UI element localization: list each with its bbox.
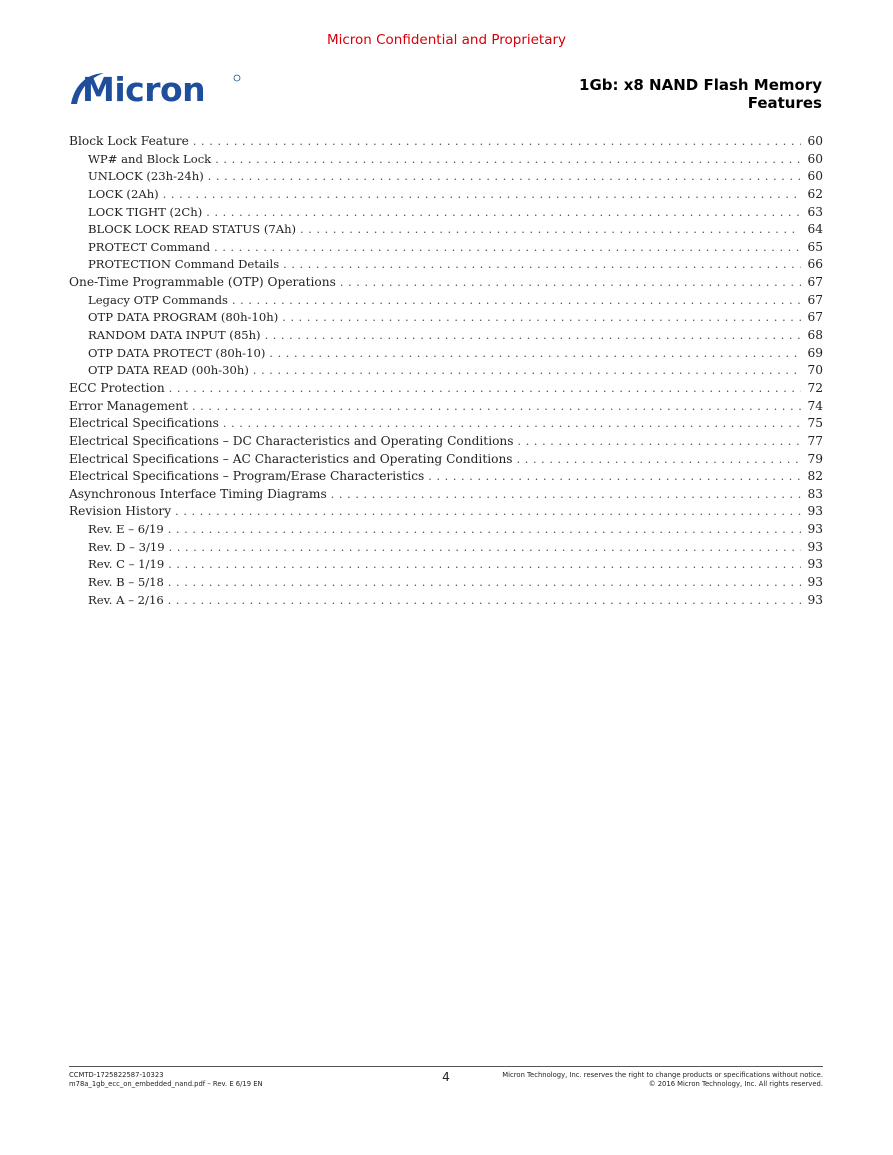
toc-entry[interactable] xyxy=(69,503,823,521)
toc-entry-page[interactable]: 93 xyxy=(807,557,823,572)
toc-entry-title[interactable]: OTP DATA PROTECT (80h-10) xyxy=(88,345,266,360)
toc-entry-page[interactable]: 67 xyxy=(807,275,823,290)
toc-entry[interactable] xyxy=(69,345,823,363)
toc-entry-title[interactable]: Electrical Specifications – DC Characteristics and Operating Conditions xyxy=(69,433,514,448)
toc-dot-leader xyxy=(265,327,802,345)
toc-entry-page[interactable]: 75 xyxy=(807,416,823,431)
toc-entry-page[interactable]: 67 xyxy=(807,292,823,307)
toc-dot-leader xyxy=(208,168,802,186)
toc-entry-page[interactable]: 83 xyxy=(807,486,823,501)
toc-entry[interactable] xyxy=(69,186,823,204)
confidential-banner: Micron Confidential and Proprietary xyxy=(326,32,567,48)
toc-entry-title[interactable]: LOCK (2Ah) xyxy=(88,186,159,201)
toc-entry-page[interactable]: 77 xyxy=(807,433,823,448)
footer-left-line1: CCMTD-1725822587-10323 xyxy=(69,1071,164,1079)
toc-entry[interactable] xyxy=(69,486,823,504)
toc-entry-title[interactable]: Rev. E – 6/19 xyxy=(88,522,164,537)
toc-entry-page[interactable]: 67 xyxy=(807,310,823,325)
toc-entry-page[interactable]: 60 xyxy=(807,151,823,166)
toc-entry[interactable] xyxy=(69,539,823,557)
toc-dot-leader xyxy=(269,345,801,363)
toc-entry[interactable] xyxy=(69,256,823,274)
toc-entry-title[interactable]: OTP DATA PROGRAM (80h-10h) xyxy=(88,310,279,325)
toc-entry[interactable] xyxy=(69,239,823,257)
toc-entry[interactable] xyxy=(69,451,823,469)
toc-dot-leader xyxy=(428,468,801,486)
toc-entry-page[interactable]: 63 xyxy=(807,204,823,219)
toc-entry[interactable] xyxy=(69,221,823,239)
toc-entry-title[interactable]: UNLOCK (23h-24h) xyxy=(88,169,204,184)
toc-entry[interactable] xyxy=(69,133,823,151)
toc-entry[interactable] xyxy=(69,433,823,451)
micron-logo xyxy=(68,68,244,112)
toc-dot-leader xyxy=(223,415,802,433)
toc-entry-page[interactable]: 62 xyxy=(807,186,823,201)
toc-entry-title[interactable]: Block Lock Feature xyxy=(69,134,189,148)
toc-entry-page[interactable]: 79 xyxy=(807,451,823,466)
toc-entry-title[interactable]: Error Management xyxy=(69,398,188,413)
toc-entry[interactable] xyxy=(69,592,823,610)
toc-entry[interactable] xyxy=(69,168,823,186)
toc-entry-title[interactable]: Revision History xyxy=(69,504,172,519)
footer-page-number: 4 xyxy=(442,1070,450,1084)
toc-entry[interactable] xyxy=(69,309,823,327)
toc-dot-leader xyxy=(300,221,801,239)
toc-entry[interactable] xyxy=(69,521,823,539)
footer-legal xyxy=(502,1071,823,1089)
toc-entry-title[interactable]: WP# and Block Lock xyxy=(88,151,212,166)
toc-entry[interactable] xyxy=(69,362,823,380)
footer-left-line2: m78a_1gb_ecc_on_embedded_nand.pdf – Rev. E 6/19 EN xyxy=(69,1080,263,1088)
toc-entry-title[interactable]: Rev. B – 5/18 xyxy=(88,575,164,590)
document-title-line2: Features xyxy=(747,94,822,112)
toc-entry-page[interactable]: 68 xyxy=(807,328,823,343)
toc-dot-leader xyxy=(340,274,802,292)
toc-entry-page[interactable]: 93 xyxy=(807,504,823,519)
toc-dot-leader xyxy=(169,380,802,398)
toc-entry-title[interactable]: OTP DATA READ (00h-30h) xyxy=(88,363,249,378)
toc-entry-page[interactable]: 93 xyxy=(807,592,823,607)
toc-entry-title[interactable]: Rev. C – 1/19 xyxy=(88,557,165,572)
toc-entry-page[interactable]: 66 xyxy=(807,257,823,272)
toc-entry-title[interactable]: Electrical Specifications xyxy=(69,416,219,431)
toc-dot-leader xyxy=(517,451,802,469)
toc-entry-title[interactable]: Rev. A – 2/16 xyxy=(88,592,164,607)
toc-dot-leader xyxy=(253,362,802,380)
toc-entry-page[interactable]: 70 xyxy=(807,363,823,378)
toc-dot-leader xyxy=(168,521,802,539)
document-title-line1: 1Gb: x8 NAND Flash Memory xyxy=(579,76,822,94)
toc-dot-leader xyxy=(518,433,802,451)
toc-entry-title[interactable]: One-Time Programmable (OTP) Operations xyxy=(69,275,336,290)
toc-dot-leader xyxy=(192,398,802,416)
toc-entry[interactable] xyxy=(69,574,823,592)
toc-entry-page[interactable]: 72 xyxy=(807,380,823,395)
toc-entry-title[interactable]: ECC Protection xyxy=(69,380,165,395)
toc-dot-leader xyxy=(169,539,802,557)
toc-entry[interactable] xyxy=(69,556,823,574)
toc-entry-page[interactable]: 93 xyxy=(807,522,823,537)
footer-right-line2: © 2016 Micron Technology, Inc. All rights reserved. xyxy=(648,1080,823,1088)
svg-text:Micron: Micron xyxy=(82,70,206,109)
toc-entry-page[interactable]: 65 xyxy=(807,239,823,254)
toc-dot-leader xyxy=(331,486,802,504)
toc-entry-title[interactable]: BLOCK LOCK READ STATUS (7Ah) xyxy=(88,222,297,237)
toc-dot-leader xyxy=(193,133,802,151)
toc-entry-title[interactable]: Legacy OTP Commands xyxy=(88,292,228,307)
toc-dot-leader xyxy=(168,574,802,592)
toc-dot-leader xyxy=(215,151,801,169)
toc-entry[interactable] xyxy=(69,398,823,416)
toc-dot-leader xyxy=(232,292,802,310)
footer-document-id xyxy=(69,1071,263,1089)
table-of-contents xyxy=(69,133,823,609)
toc-entry-page[interactable]: 93 xyxy=(807,575,823,590)
toc-entry-page[interactable]: 82 xyxy=(807,469,823,484)
toc-entry-page[interactable]: 64 xyxy=(807,222,823,237)
toc-entry-title[interactable]: Electrical Specifications – Program/Erase Characteristics xyxy=(69,469,425,484)
toc-entry[interactable] xyxy=(69,204,823,222)
footer-divider xyxy=(69,1066,823,1067)
toc-entry[interactable] xyxy=(69,380,823,398)
toc-dot-leader xyxy=(175,503,801,521)
toc-entry[interactable] xyxy=(69,468,823,486)
toc-entry[interactable] xyxy=(69,151,823,169)
toc-entry[interactable] xyxy=(69,327,823,345)
toc-entry-title[interactable]: RANDOM DATA INPUT (85h) xyxy=(88,328,261,343)
toc-dot-leader xyxy=(168,556,801,574)
toc-entry-title[interactable]: Rev. D – 3/19 xyxy=(88,539,165,554)
toc-entry-page[interactable]: 93 xyxy=(807,539,823,554)
toc-entry[interactable] xyxy=(69,292,823,310)
document-title xyxy=(579,76,822,112)
toc-entry-title[interactable]: PROTECT Command xyxy=(88,239,211,254)
toc-dot-leader xyxy=(206,204,801,222)
toc-entry-title[interactable]: Asynchronous Interface Timing Diagrams xyxy=(69,486,327,501)
toc-entry[interactable] xyxy=(69,415,823,433)
footer-right-line1: Micron Technology, Inc. reserves the right to change products or specifications without notice. xyxy=(502,1071,823,1079)
toc-entry-title[interactable]: PROTECTION Command Details xyxy=(88,257,280,272)
toc-dot-leader xyxy=(168,592,802,610)
toc-entry-page[interactable]: 60 xyxy=(807,134,823,148)
toc-entry-page[interactable]: 60 xyxy=(807,169,823,184)
toc-dot-leader xyxy=(283,256,801,274)
toc-entry-title[interactable]: LOCK TIGHT (2Ch) xyxy=(88,204,203,219)
toc-dot-leader xyxy=(282,309,801,327)
toc-entry-title[interactable]: Electrical Specifications – AC Characteristics and Operating Conditions xyxy=(69,451,513,466)
toc-entry-page[interactable]: 69 xyxy=(807,345,823,360)
toc-entry[interactable] xyxy=(69,274,823,292)
toc-dot-leader xyxy=(163,186,802,204)
toc-entry-page[interactable]: 74 xyxy=(807,398,823,413)
toc-dot-leader xyxy=(214,239,801,257)
